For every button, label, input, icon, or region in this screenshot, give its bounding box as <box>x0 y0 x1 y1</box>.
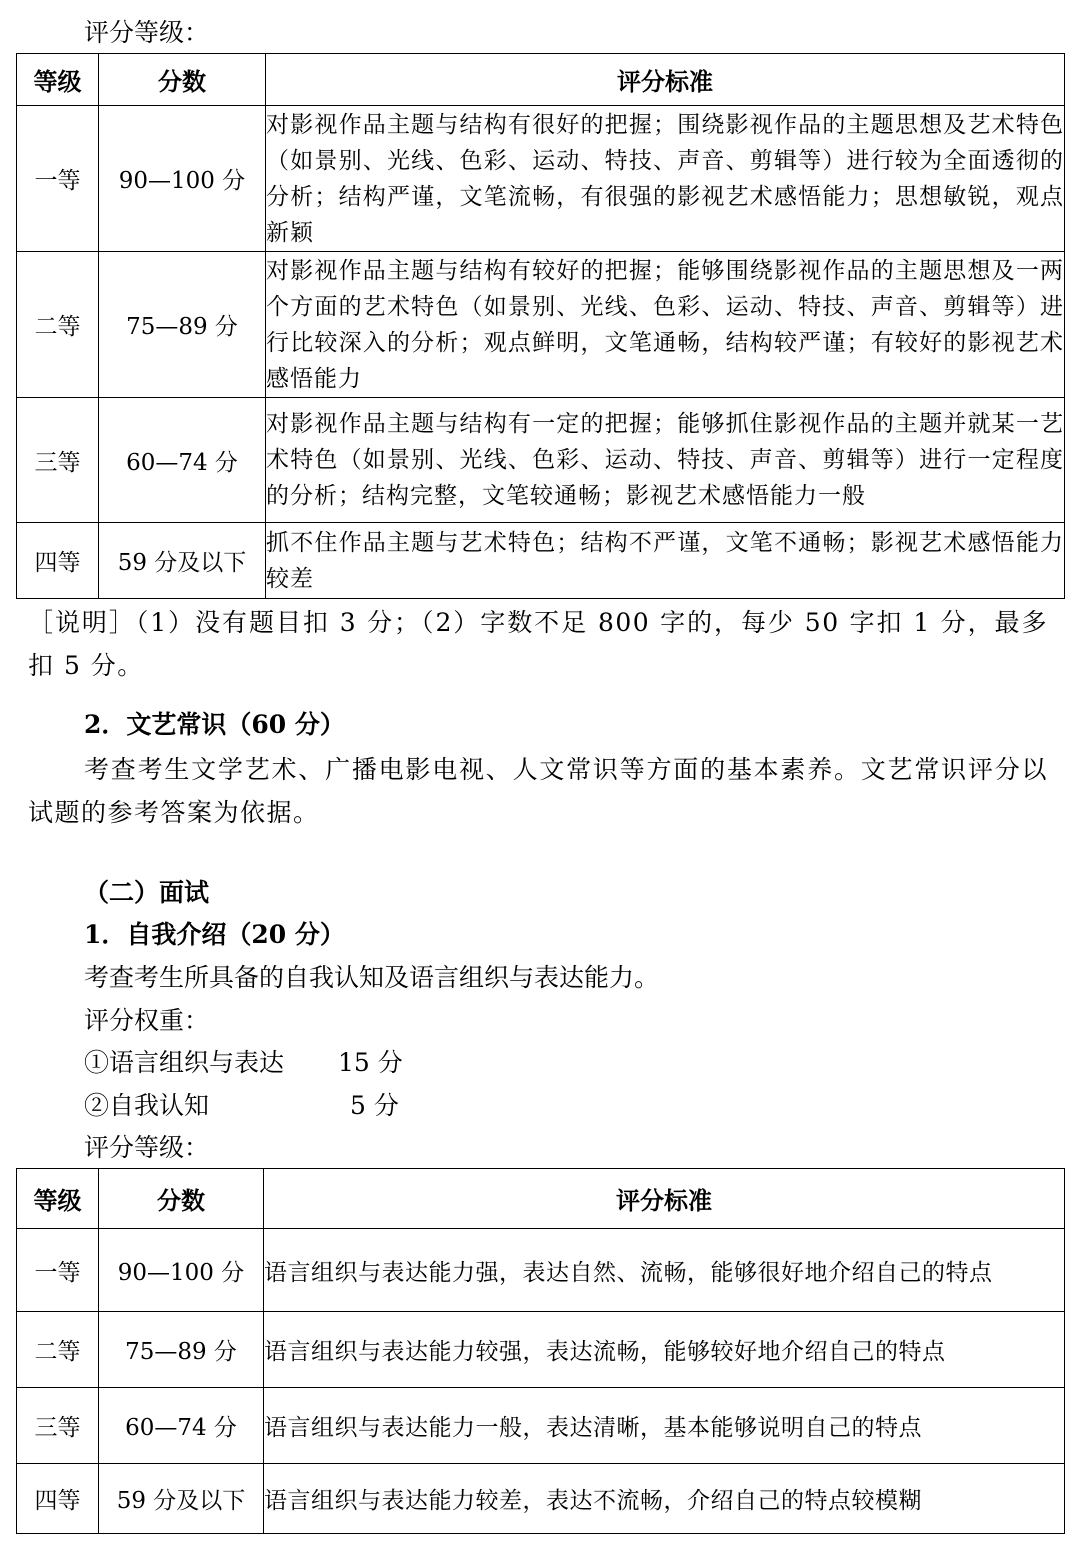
score-cell: 90—100 分 <box>99 106 266 252</box>
table-row <box>17 252 1065 398</box>
table-row <box>17 1464 1065 1534</box>
table-row <box>17 398 1065 523</box>
grade-cell: 一等 <box>17 106 99 252</box>
section2-heading: 2．文艺常识（60 分） <box>84 710 345 739</box>
criteria-cell: 对影视作品主题与结构有很好的把握；围绕影视作品的主题思想及艺术特色（如景别、光线、色彩、运动、特技、声音、剪辑等）进行较为全面透彻的分析；结构严谨，文笔流畅，有很强的影视艺术感悟能力；思想敏锐，观点新颖 <box>266 106 1065 252</box>
score-cell: 90—100 分 <box>99 1229 264 1312</box>
grade-cell: 二等 <box>17 252 99 398</box>
grade-cell: 三等 <box>17 398 99 523</box>
writing-grading-table <box>16 53 1065 599</box>
weight-label: 评分权重： <box>84 1006 210 1035</box>
score-cell: 75—89 分 <box>99 1312 264 1388</box>
table-header-row <box>17 1169 1065 1229</box>
table-row <box>17 106 1065 252</box>
criteria-cell: 语言组织与表达能力较强，表达流畅，能够较好地介绍自己的特点 <box>264 1312 1065 1388</box>
header-criteria: 评分标准 <box>264 1169 1065 1229</box>
grading-label-top: 评分等级： <box>84 18 210 47</box>
interview-grading-table <box>16 1168 1065 1534</box>
score-cell: 60—74 分 <box>99 398 266 523</box>
grade-cell: 四等 <box>17 1464 99 1534</box>
grade-cell: 四等 <box>17 523 99 599</box>
grade-cell: 一等 <box>17 1229 99 1312</box>
weight-item: ①语言组织与表达 <box>84 1048 285 1077</box>
score-cell: 75—89 分 <box>99 252 266 398</box>
criteria-cell: 对影视作品主题与结构有一定的把握；能够抓住影视作品的主题并就某一艺术特色（如景别、光线、色彩、运动、特技、声音、剪辑等）进行一定程度的分析；结构完整，文笔较通畅；影视艺术感悟能力一般 <box>266 398 1065 523</box>
score-cell: 60—74 分 <box>99 1388 264 1464</box>
header-score: 分数 <box>99 1169 264 1229</box>
weight-points: 5 分 <box>350 1091 399 1120</box>
header-grade: 等级 <box>17 1169 99 1229</box>
table-row <box>17 1229 1065 1312</box>
grade-cell: 三等 <box>17 1388 99 1464</box>
table-row <box>17 523 1065 599</box>
score-cell: 59 分及以下 <box>99 523 266 599</box>
scoring-note: ［说明］（1）没有题目扣 3 分；（2）字数不足 800 字的，每少 50 字扣 1 分，最多扣 5 分。 <box>28 608 1048 680</box>
header-grade: 等级 <box>17 54 99 106</box>
score-cell: 59 分及以下 <box>99 1464 264 1534</box>
table-header-row <box>17 54 1065 106</box>
grading-label-interview: 评分等级： <box>84 1133 210 1162</box>
self-intro-heading: 1．自我介绍（20 分） <box>84 920 345 949</box>
weight-points: 15 分 <box>338 1048 403 1077</box>
header-score: 分数 <box>99 54 266 106</box>
criteria-cell: 对影视作品主题与结构有较好的把握；能够围绕影视作品的主题思想及一两个方面的艺术特色（如景别、光线、色彩、运动、特技、声音、剪辑等）进行比较深入的分析；观点鲜明，文笔通畅，结构较严谨；有较好的影视艺术感悟能力 <box>266 252 1065 398</box>
section2-body: 考查考生文学艺术、广播电影电视、人文常识等方面的基本素养。文艺常识评分以试题的参考答案为依据。 <box>28 755 1048 827</box>
criteria-cell: 语言组织与表达能力强，表达自然、流畅，能够很好地介绍自己的特点 <box>264 1229 1065 1312</box>
header-criteria: 评分标准 <box>266 54 1065 106</box>
criteria-cell: 抓不住作品主题与艺术特色；结构不严谨，文笔不通畅；影视艺术感悟能力较差 <box>266 523 1065 599</box>
weight-item: ②自我认知 <box>84 1091 210 1120</box>
criteria-cell: 语言组织与表达能力较差，表达不流畅，介绍自己的特点较模糊 <box>264 1464 1065 1534</box>
table-row <box>17 1312 1065 1388</box>
self-intro-description: 考查考生所具备的自我认知及语言组织与表达能力。 <box>84 963 660 992</box>
table-row <box>17 1388 1065 1464</box>
criteria-cell: 语言组织与表达能力一般，表达清晰，基本能够说明自己的特点 <box>264 1388 1065 1464</box>
interview-heading: （二）面试 <box>84 878 210 907</box>
grade-cell: 二等 <box>17 1312 99 1388</box>
